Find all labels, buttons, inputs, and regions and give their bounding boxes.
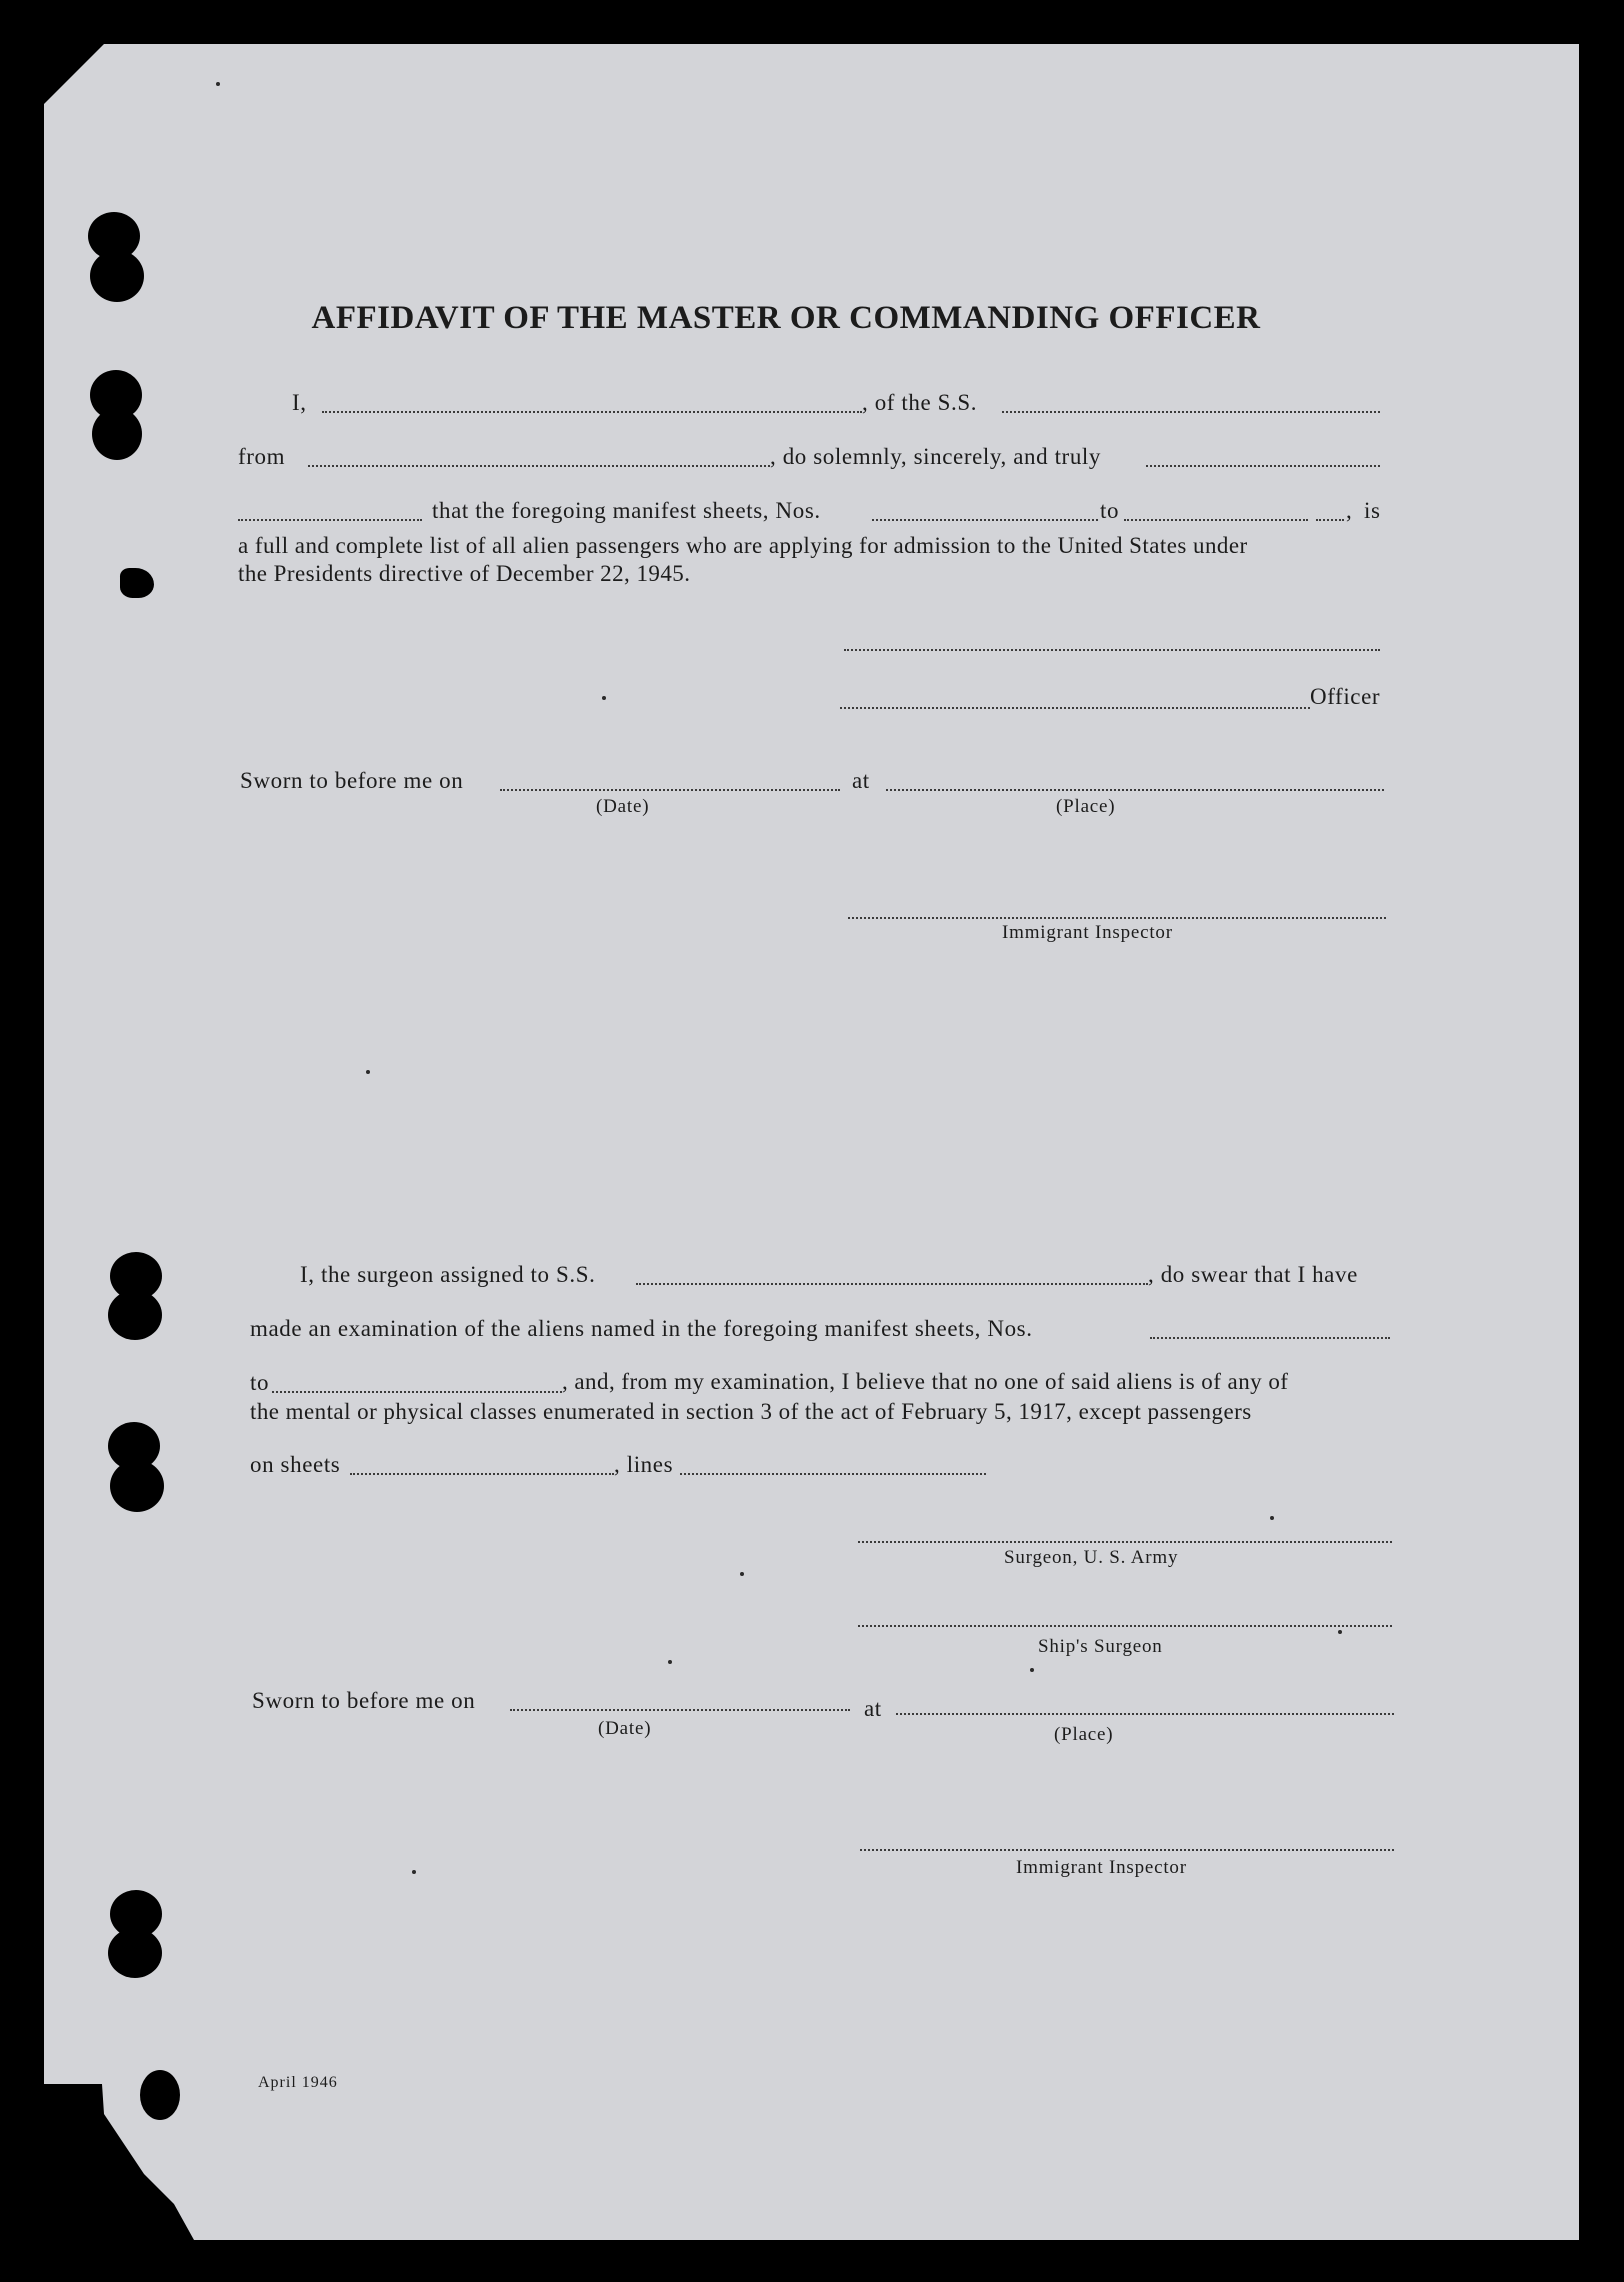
surgeon-ship-field[interactable] <box>636 1283 1148 1285</box>
affidavit-title: AFFIDAVIT OF THE MASTER OR COMMANDING OFFICER <box>311 300 1261 336</box>
affidavit-i-label: I, <box>292 390 307 415</box>
manifest-sheets-label: that the foregoing manifest sheets, Nos. <box>432 498 821 523</box>
officer-signature-line[interactable] <box>844 649 1380 651</box>
officer-label: Officer <box>1310 684 1381 709</box>
surgeon-sworn-label: Sworn to before me on <box>252 1688 476 1713</box>
speck <box>412 1870 416 1874</box>
inspector-caption: Immigrant Inspector <box>1002 922 1173 943</box>
on-sheets-label: on sheets <box>250 1452 341 1477</box>
surgeon-at-label: at <box>864 1696 882 1721</box>
surgeon-sworn-date-field[interactable] <box>510 1709 850 1711</box>
speck <box>602 696 606 700</box>
surgeon-inspector-caption: Immigrant Inspector <box>1016 1857 1187 1878</box>
at-label: at <box>852 768 870 793</box>
torn-mark <box>120 568 154 598</box>
from-port-field[interactable] <box>308 465 770 467</box>
lines-field[interactable] <box>680 1473 986 1475</box>
manifest-to-extra-field[interactable] <box>1316 519 1344 521</box>
surgeon-belief-text: , and, from my examination, I believe that no one of said aliens is of any of <box>562 1369 1289 1394</box>
affidavit-paragraph-line1: a full and complete list of all alien passengers who are applying for admission to the United States under <box>238 533 1248 558</box>
document-page <box>44 44 1579 2240</box>
comma: , <box>1346 498 1353 523</box>
date-caption: (Date) <box>596 796 650 817</box>
sworn-label: Sworn to before me on <box>240 768 464 793</box>
officer-title-line[interactable] <box>840 707 1310 709</box>
affidavit-paragraph-line2: the Presidents directive of December 22, 1945. <box>238 561 691 586</box>
surgeon-classes-text: the mental or physical classes enumerated in section 3 of the act of February 5, 1917, except passengers <box>250 1399 1252 1424</box>
surgeon-to-label: to <box>250 1370 270 1395</box>
sheets-field[interactable] <box>350 1473 614 1475</box>
sworn-place-field[interactable] <box>886 789 1384 791</box>
lines-label: , lines <box>614 1452 674 1477</box>
army-surgeon-caption: Surgeon, U. S. Army <box>1004 1547 1179 1568</box>
binder-hole <box>108 1928 162 1978</box>
swear-method-field[interactable] <box>1146 465 1380 467</box>
binder-hole <box>110 1460 164 1512</box>
binder-hole <box>108 1290 162 1340</box>
speck <box>740 1572 744 1576</box>
speck <box>1270 1516 1274 1520</box>
of-the-ss-label: , of the S.S. <box>862 390 978 415</box>
surgeon-place-caption: (Place) <box>1054 1724 1114 1745</box>
form-date: April 1946 <box>258 2074 338 2091</box>
is-label: is <box>1364 498 1381 523</box>
speck <box>216 82 220 86</box>
surgeon-manifest-to-field[interactable] <box>272 1391 562 1393</box>
binder-hole <box>90 250 144 302</box>
manifest-from-field[interactable] <box>872 519 1098 521</box>
oath-word-field[interactable] <box>238 519 422 521</box>
speck <box>668 1660 672 1664</box>
solemnly-swear-label: , do solemnly, sincerely, and truly <box>770 444 1102 469</box>
examination-label: made an examination of the aliens named in the foregoing manifest sheets, Nos. <box>250 1316 1033 1341</box>
inspector-signature-line[interactable] <box>848 917 1386 919</box>
speck <box>1338 1630 1342 1634</box>
army-surgeon-signature-line[interactable] <box>858 1541 1392 1543</box>
place-caption: (Place) <box>1056 796 1116 817</box>
speck <box>1030 1668 1034 1672</box>
surgeon-date-caption: (Date) <box>598 1718 652 1739</box>
master-name-field[interactable] <box>322 411 862 413</box>
ship-surgeon-caption: Ship's Surgeon <box>1038 1636 1163 1657</box>
speck <box>366 1070 370 1074</box>
to-label: to <box>1100 498 1120 523</box>
binder-hole <box>92 408 142 460</box>
surgeon-sworn-place-field[interactable] <box>896 1713 1394 1715</box>
ship-surgeon-signature-line[interactable] <box>858 1625 1392 1627</box>
surgeon-manifest-from-field[interactable] <box>1150 1337 1390 1339</box>
binder-hole <box>140 2070 180 2120</box>
ship-name-field[interactable] <box>1002 411 1380 413</box>
sworn-date-field[interactable] <box>500 789 840 791</box>
surgeon-inspector-signature-line[interactable] <box>860 1849 1394 1851</box>
manifest-to-field[interactable] <box>1124 519 1308 521</box>
from-label: from <box>238 444 286 469</box>
do-swear-label: , do swear that I have <box>1148 1262 1358 1287</box>
surgeon-intro: I, the surgeon assigned to S.S. <box>300 1262 596 1287</box>
